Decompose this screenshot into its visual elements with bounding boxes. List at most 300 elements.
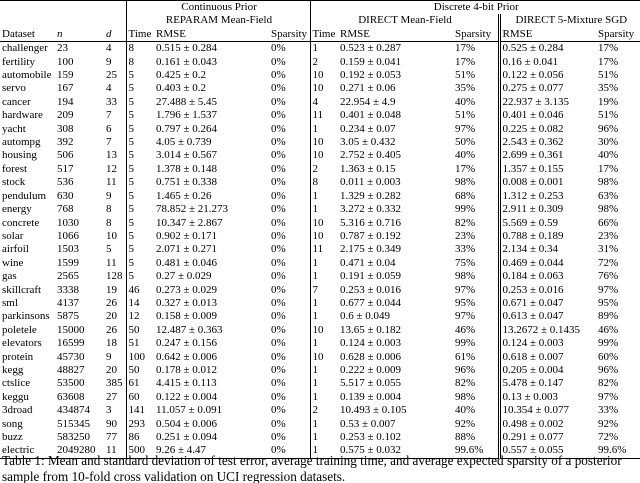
cell-dataset: electric: [0, 444, 55, 458]
table-row: [0, 230, 640, 243]
cell-d: 77: [106, 431, 117, 443]
cell-rmse-mixture: 0.184 ± 0.063: [499, 270, 596, 283]
table-row: [0, 109, 640, 122]
cell-sparsity-direct: 51%: [455, 109, 476, 122]
col-sparsity-mixture: Sparsity: [596, 28, 640, 42]
cell-d: 385: [106, 377, 123, 390]
cell-time-reparam: 5: [126, 203, 154, 216]
cell-sparsity-mixture: 82%: [598, 377, 619, 390]
table-row: [0, 364, 640, 377]
table-row: [0, 284, 640, 297]
cell-dataset: airfoil: [2, 243, 29, 256]
cell-time-reparam: 5: [126, 123, 154, 136]
cell-dataset: song: [2, 417, 23, 430]
cell-sparsity-direct: 23%: [455, 229, 476, 242]
col-d: d: [104, 28, 126, 42]
cell-d: 10: [106, 229, 117, 242]
cell-time-reparam: 51: [126, 337, 154, 350]
cell-time-reparam: 5: [126, 230, 154, 243]
table-row: [0, 257, 640, 270]
cell-dataset: protein: [2, 350, 34, 363]
cell-time-direct: 10: [310, 324, 338, 337]
cell-n: 630: [57, 189, 74, 202]
cell-sparsity-mixture: 99%: [598, 337, 619, 350]
cell-d: 20: [106, 310, 117, 323]
cell-n: 4137: [57, 296, 79, 309]
cell-d: 25: [106, 69, 117, 82]
cell-rmse-mixture: 0.401 ± 0.046: [499, 109, 596, 122]
table-row: [0, 324, 640, 337]
cell-d: 11: [106, 176, 117, 189]
table-row: [0, 176, 640, 189]
table-row: [0, 243, 640, 256]
cell-time-direct: 2: [310, 163, 338, 176]
cell-sparsity-mixture: 76%: [598, 270, 619, 283]
cell-sparsity-reparam: 0%: [271, 390, 286, 403]
cell-sparsity-reparam: 0%: [271, 404, 286, 417]
cell-time-reparam: 5: [126, 136, 154, 149]
cell-time-reparam: 5: [126, 190, 154, 203]
cell-dataset: solar: [2, 229, 24, 242]
cell-d: 90: [106, 417, 117, 430]
cell-sparsity-reparam: 0%: [271, 256, 286, 269]
cell-d: 128: [106, 270, 123, 283]
cell-dataset: concrete: [2, 216, 40, 229]
cell-sparsity-mixture: 96%: [598, 363, 619, 376]
results-body: [0, 42, 640, 459]
cell-rmse-direct: 0.6 ± 0.049: [340, 310, 391, 323]
cell-dataset: gas: [2, 270, 17, 283]
cell-sparsity-mixture: 46%: [598, 323, 619, 336]
cell-d: 6: [106, 122, 112, 135]
cell-n: 1066: [57, 229, 79, 242]
cell-n: 506: [57, 149, 74, 162]
cell-n: 209: [57, 109, 74, 122]
cell-sparsity-direct: 99%: [455, 337, 476, 350]
header-row-groups: [0, 1, 640, 15]
cell-rmse-reparam: 2.071 ± 0.271: [156, 243, 218, 256]
cell-sparsity-reparam: 0%: [271, 136, 286, 149]
cell-rmse-direct: 0.124 ± 0.003: [340, 337, 402, 350]
cell-rmse-direct: 0.159 ± 0.041: [340, 55, 402, 68]
cell-rmse-reparam: 1.465 ± 0.26: [156, 189, 212, 202]
table-row: [0, 310, 640, 323]
cell-n: 434874: [57, 404, 90, 417]
cell-sparsity-mixture: 17%: [598, 162, 619, 175]
cell-time-reparam: 100: [126, 351, 154, 364]
cell-time-direct: 10: [310, 217, 338, 230]
cell-rmse-mixture: 5.478 ± 0.147: [499, 377, 596, 390]
cell-sparsity-direct: 88%: [455, 431, 476, 443]
cell-rmse-reparam: 12.487 ± 0.363: [156, 323, 223, 336]
cell-rmse-mixture: 0.275 ± 0.077: [499, 82, 596, 95]
cell-time-reparam: 12: [126, 310, 154, 323]
cell-d: 9: [106, 189, 112, 202]
cell-sparsity-direct: 46%: [455, 323, 476, 336]
cell-sparsity-reparam: 0%: [271, 149, 286, 162]
cell-sparsity-direct: 33%: [455, 243, 476, 256]
caption-label: Table 1:: [2, 453, 45, 468]
cell-dataset: housing: [2, 149, 37, 162]
cell-time-direct: 11: [310, 109, 338, 122]
cell-time-direct: 1: [310, 270, 338, 283]
cell-sparsity-mixture: 35%: [598, 82, 619, 95]
table-row: [0, 337, 640, 350]
cell-sparsity-mixture: 17%: [598, 55, 619, 68]
cell-sparsity-direct: 35%: [455, 82, 476, 95]
cell-rmse-direct: 0.523 ± 0.287: [340, 42, 402, 55]
cell-time-reparam: 14: [126, 297, 154, 310]
cell-sparsity-mixture: 40%: [598, 149, 619, 162]
cell-time-direct: 1: [310, 190, 338, 203]
cell-time-reparam: 5: [126, 176, 154, 189]
cell-d: 7: [106, 136, 112, 149]
cell-sparsity-reparam: 0%: [271, 323, 286, 336]
cell-rmse-mixture: 0.671 ± 0.047: [499, 297, 596, 310]
cell-time-direct: 1: [310, 391, 338, 404]
cell-rmse-reparam: 0.481 ± 0.046: [156, 256, 218, 269]
col-n: n: [55, 28, 104, 42]
cell-time-direct: 10: [310, 69, 338, 82]
cell-sparsity-mixture: 72%: [598, 256, 619, 269]
cell-dataset: pendulum: [2, 189, 46, 202]
cell-rmse-mixture: 0.469 ± 0.044: [499, 257, 596, 270]
cell-rmse-direct: 2.752 ± 0.405: [340, 149, 402, 162]
cell-time-reparam: 500: [126, 444, 154, 458]
cell-rmse-mixture: 0.225 ± 0.082: [499, 123, 596, 136]
col-dataset: Dataset: [0, 28, 55, 42]
cell-sparsity-direct: 75%: [455, 256, 476, 269]
cell-rmse-direct: 1.363 ± 0.15: [340, 162, 396, 175]
cell-sparsity-reparam: 0%: [271, 377, 286, 390]
cell-sparsity-mixture: 99.6%: [596, 444, 640, 458]
cell-time-reparam: 61: [126, 377, 154, 390]
table-row: [0, 96, 640, 109]
col-rmse-direct: RMSE: [338, 28, 453, 42]
cell-sparsity-direct: 95%: [455, 296, 476, 309]
cell-rmse-direct: 0.401 ± 0.048: [340, 109, 402, 122]
cell-rmse-mixture: 2.134 ± 0.34: [499, 243, 596, 256]
cell-time-direct: 2: [310, 56, 338, 69]
cell-rmse-reparam: 1.378 ± 0.148: [156, 162, 218, 175]
cell-time-direct: 10: [310, 230, 338, 243]
cell-time-direct: 4: [310, 96, 338, 109]
cell-n: 16599: [57, 337, 85, 350]
cell-rmse-direct: 3.05 ± 0.432: [340, 136, 396, 149]
cell-time-direct: 1: [310, 297, 338, 310]
cell-rmse-direct: 0.628 ± 0.006: [340, 350, 402, 363]
cell-time-direct: 10: [310, 351, 338, 364]
cell-dataset: cancer: [2, 95, 31, 108]
cell-sparsity-mixture: 51%: [598, 109, 619, 122]
cell-time-direct: 1: [310, 431, 338, 444]
table-caption: [2, 453, 638, 483]
cell-n: 3338: [57, 283, 79, 296]
cell-sparsity-reparam: 0%: [271, 296, 286, 309]
cell-sparsity-mixture: 97%: [598, 390, 619, 403]
cell-rmse-direct: 2.175 ± 0.349: [340, 243, 402, 256]
cell-dataset: poletele: [2, 323, 37, 336]
cell-sparsity-reparam: 0%: [271, 363, 286, 376]
cell-time-reparam: 5: [126, 270, 154, 283]
cell-sparsity-reparam: 0%: [271, 176, 286, 189]
cell-rmse-mixture: 0.291 ± 0.077: [499, 431, 596, 444]
cell-rmse-direct: 0.192 ± 0.053: [340, 69, 402, 82]
cell-n: 515345: [57, 417, 90, 430]
cell-rmse-reparam: 0.425 ± 0.2: [156, 69, 207, 82]
cell-dataset: parkinsons: [2, 310, 50, 323]
cell-d: 20: [106, 363, 117, 376]
cell-sparsity-direct: 97%: [455, 310, 476, 323]
cell-sparsity-reparam: 0%: [271, 189, 286, 202]
cell-dataset: yacht: [2, 122, 26, 135]
cell-rmse-reparam: 0.515 ± 0.284: [156, 42, 218, 55]
cell-rmse-mixture: 0.16 ± 0.041: [499, 56, 596, 69]
cell-d: 8: [106, 216, 112, 229]
cell-rmse-mixture: 0.557 ± 0.055: [499, 444, 596, 458]
cell-rmse-reparam: 3.014 ± 0.567: [156, 149, 218, 162]
cell-rmse-mixture: 0.613 ± 0.047: [499, 310, 596, 323]
cell-d: 26: [106, 296, 117, 309]
table-row: [0, 190, 640, 203]
cell-rmse-reparam: 0.273 ± 0.029: [156, 283, 218, 296]
cell-sparsity-reparam: 0%: [271, 229, 286, 242]
cell-d: 7: [106, 109, 112, 122]
cell-time-direct: 1: [310, 257, 338, 270]
cell-sparsity-reparam: 0%: [271, 310, 286, 323]
cell-time-direct: 10: [310, 136, 338, 149]
table-row: [0, 42, 640, 56]
cell-sparsity-reparam: 0%: [271, 216, 286, 229]
cell-rmse-direct: 0.53 ± 0.007: [340, 417, 396, 430]
cell-time-direct: 1: [310, 42, 338, 56]
cell-rmse-direct: 3.272 ± 0.332: [340, 203, 402, 216]
cell-rmse-direct: 0.677 ± 0.044: [340, 296, 402, 309]
cell-rmse-reparam: 1.796 ± 1.537: [156, 109, 218, 122]
cell-sparsity-reparam: 0%: [271, 203, 286, 216]
cell-sparsity-mixture: 92%: [598, 417, 619, 430]
cell-rmse-direct: 0.139 ± 0.004: [340, 390, 402, 403]
cell-rmse-mixture: 0.13 ± 0.003: [499, 391, 596, 404]
cell-rmse-mixture: 0.205 ± 0.004: [499, 364, 596, 377]
cell-rmse-reparam: 0.251 ± 0.094: [156, 431, 218, 443]
cell-d: 9: [106, 350, 112, 363]
cell-sparsity-mixture: 66%: [598, 216, 619, 229]
cell-time-reparam: 293: [126, 418, 154, 431]
cell-rmse-direct: 0.234 ± 0.07: [340, 122, 396, 135]
cell-rmse-direct: 1.329 ± 0.282: [340, 189, 402, 202]
cell-rmse-mixture: 2.911 ± 0.309: [499, 203, 596, 216]
cell-rmse-reparam: 0.27 ± 0.029: [156, 270, 212, 283]
cell-sparsity-direct: 17%: [455, 42, 476, 55]
cell-dataset: servo: [2, 82, 26, 95]
cell-sparsity-reparam: 0%: [271, 95, 286, 108]
cell-sparsity-mixture: 51%: [598, 69, 619, 82]
cell-rmse-mixture: 22.937 ± 3.135: [499, 96, 596, 109]
cell-rmse-reparam: 0.751 ± 0.338: [156, 176, 218, 189]
group-discrete-prior: Discrete 4-bit Prior: [310, 1, 640, 15]
cell-rmse-reparam: 78.852 ± 21.273: [156, 203, 229, 216]
cell-rmse-mixture: 2.543 ± 0.362: [499, 136, 596, 149]
cell-dataset: energy: [2, 203, 32, 216]
cell-rmse-direct: 0.787 ± 0.192: [340, 229, 402, 242]
cell-d: 33: [106, 95, 117, 108]
cell-time-direct: 8: [310, 176, 338, 189]
cell-d: 11: [104, 444, 126, 458]
cell-rmse-direct: 0.222 ± 0.009: [340, 363, 402, 376]
method-direct-5-mixture: DIRECT 5-Mixture SGD: [499, 14, 640, 27]
table-row: [0, 270, 640, 283]
cell-rmse-mixture: 10.354 ± 0.077: [499, 404, 596, 417]
table-row: [0, 149, 640, 162]
cell-dataset: forest: [2, 162, 28, 175]
cell-dataset: sml: [2, 296, 18, 309]
cell-dataset: kegg: [2, 363, 24, 376]
cell-rmse-reparam: 0.797 ± 0.264: [156, 122, 218, 135]
cell-sparsity-reparam: 0%: [271, 337, 286, 350]
cell-sparsity-reparam: 0%: [271, 350, 286, 363]
cell-d: 4: [106, 42, 112, 55]
cell-time-reparam: 60: [126, 391, 154, 404]
group-continuous-prior: Continuous Prior: [126, 1, 310, 15]
cell-time-reparam: 5: [126, 149, 154, 162]
cell-time-direct: 7: [310, 284, 338, 297]
cell-rmse-reparam: 0.327 ± 0.013: [156, 296, 218, 309]
cell-sparsity-direct: 98%: [455, 390, 476, 403]
cell-rmse-reparam: 27.488 ± 5.45: [156, 95, 218, 108]
cell-n: 15000: [57, 323, 85, 336]
cell-time-direct: 1: [310, 203, 338, 216]
cell-d: 12: [106, 162, 117, 175]
col-sparsity-reparam: Sparsity: [269, 28, 310, 42]
cell-n: 768: [57, 203, 74, 216]
cell-dataset: fertility: [2, 55, 35, 68]
cell-sparsity-direct: 50%: [455, 136, 476, 149]
cell-time-direct: 1: [310, 364, 338, 377]
cell-sparsity-direct: 98%: [455, 176, 476, 189]
cell-sparsity-direct: 17%: [455, 162, 476, 175]
cell-rmse-reparam: 4.05 ± 0.739: [156, 136, 212, 149]
cell-sparsity-reparam: 0%: [271, 82, 286, 95]
cell-rmse-mixture: 0.618 ± 0.007: [499, 351, 596, 364]
col-rmse-mixture: RMSE: [499, 28, 596, 42]
cell-rmse-reparam: 0.504 ± 0.006: [156, 417, 218, 430]
cell-sparsity-reparam: 0%: [271, 109, 286, 122]
cell-sparsity-direct: 68%: [455, 189, 476, 202]
cell-d: 18: [106, 337, 117, 350]
cell-time-reparam: 8: [126, 42, 154, 56]
cell-time-direct: 10: [310, 82, 338, 95]
cell-dataset: skillcraft: [2, 283, 42, 296]
table-row: [0, 123, 640, 136]
cell-d: 13: [106, 149, 117, 162]
cell-time-reparam: 86: [126, 431, 154, 444]
cell-n: 1599: [57, 256, 79, 269]
cell-time-reparam: 5: [126, 82, 154, 95]
cell-n: 100: [57, 55, 74, 68]
cell-rmse-reparam: 0.158 ± 0.009: [156, 310, 218, 323]
caption-text: Mean and standard deviation of test error, average training time, and average expected sparsity of a posterior sample from 10-fold cross validation on UCI regression datasets.: [2, 453, 622, 483]
cell-rmse-mixture: 1.312 ± 0.253: [499, 190, 596, 203]
table-row: [0, 217, 640, 230]
cell-n: 48827: [57, 363, 85, 376]
cell-d: 27: [106, 390, 117, 403]
cell-rmse-reparam: 4.415 ± 0.113: [156, 377, 217, 390]
cell-sparsity-reparam: 0%: [271, 431, 286, 443]
cell-sparsity-mixture: 33%: [598, 404, 619, 417]
cell-rmse-direct: 22.954 ± 4.9: [340, 95, 396, 108]
cell-rmse-reparam: 0.161 ± 0.043: [156, 55, 218, 68]
cell-sparsity-direct: 82%: [455, 216, 476, 229]
cell-n: 1503: [57, 243, 79, 256]
cell-rmse-direct: 0.471 ± 0.04: [340, 256, 396, 269]
cell-rmse-direct: 0.271 ± 0.06: [340, 82, 396, 95]
table-row: [0, 56, 640, 69]
cell-rmse-mixture: 0.122 ± 0.056: [499, 69, 596, 82]
cell-rmse-direct: 13.65 ± 0.182: [340, 323, 402, 336]
cell-rmse-reparam: 10.347 ± 2.867: [156, 216, 223, 229]
cell-sparsity-direct: 40%: [455, 404, 476, 417]
cell-sparsity-mixture: 23%: [598, 229, 619, 242]
cell-sparsity-mixture: 17%: [598, 42, 619, 55]
table-row: [0, 391, 640, 404]
header-blank: [0, 1, 55, 15]
cell-sparsity-reparam: 0%: [269, 444, 310, 458]
header-row-methods: [0, 14, 640, 27]
cell-sparsity-reparam: 0%: [271, 69, 286, 82]
cell-sparsity-mixture: 72%: [598, 431, 619, 443]
cell-time-reparam: 5: [126, 217, 154, 230]
cell-sparsity-reparam: 0%: [271, 55, 286, 68]
cell-d: 26: [106, 323, 117, 336]
cell-rmse-mixture: 1.357 ± 0.155: [499, 163, 596, 176]
cell-rmse-reparam: 0.403 ± 0.2: [156, 82, 207, 95]
cell-n: 308: [57, 122, 74, 135]
cell-n: 159: [57, 69, 74, 82]
cell-n: 392: [57, 136, 74, 149]
cell-rmse-mixture: 0.008 ± 0.001: [499, 176, 596, 189]
col-sparsity-direct: Sparsity: [453, 28, 499, 42]
cell-sparsity-mixture: 19%: [598, 95, 619, 108]
cell-n: 45730: [57, 350, 85, 363]
cell-dataset: wine: [2, 256, 24, 269]
cell-n: 167: [57, 82, 74, 95]
cell-sparsity-mixture: 97%: [598, 283, 619, 296]
cell-rmse-direct: 0.191 ± 0.059: [340, 270, 402, 283]
cell-d: 19: [106, 283, 117, 296]
cell-n: 53500: [57, 377, 85, 390]
cell-rmse-reparam: 0.642 ± 0.006: [156, 350, 218, 363]
cell-rmse-reparam: 0.122 ± 0.004: [156, 390, 218, 403]
cell-dataset: challenger: [2, 42, 48, 55]
cell-n: 63608: [57, 390, 85, 403]
cell-d: 4: [106, 82, 112, 95]
cell-rmse-direct: 5.517 ± 0.055: [340, 377, 402, 390]
cell-dataset: hardware: [2, 109, 43, 122]
cell-rmse-mixture: 0.498 ± 0.002: [499, 418, 596, 431]
table-row: [0, 418, 640, 431]
cell-n: 536: [57, 176, 74, 189]
cell-n: 583250: [57, 431, 90, 443]
cell-time-reparam: 50: [126, 324, 154, 337]
cell-dataset: elevators: [2, 337, 42, 350]
cell-sparsity-direct: 98%: [455, 270, 476, 283]
cell-rmse-mixture: 13.2672 ± 0.1435: [499, 324, 596, 337]
col-time-reparam: Time: [126, 28, 154, 42]
cell-sparsity-mixture: 31%: [598, 243, 619, 256]
cell-d: 11: [106, 256, 117, 269]
cell-dataset: automobile: [2, 69, 52, 82]
